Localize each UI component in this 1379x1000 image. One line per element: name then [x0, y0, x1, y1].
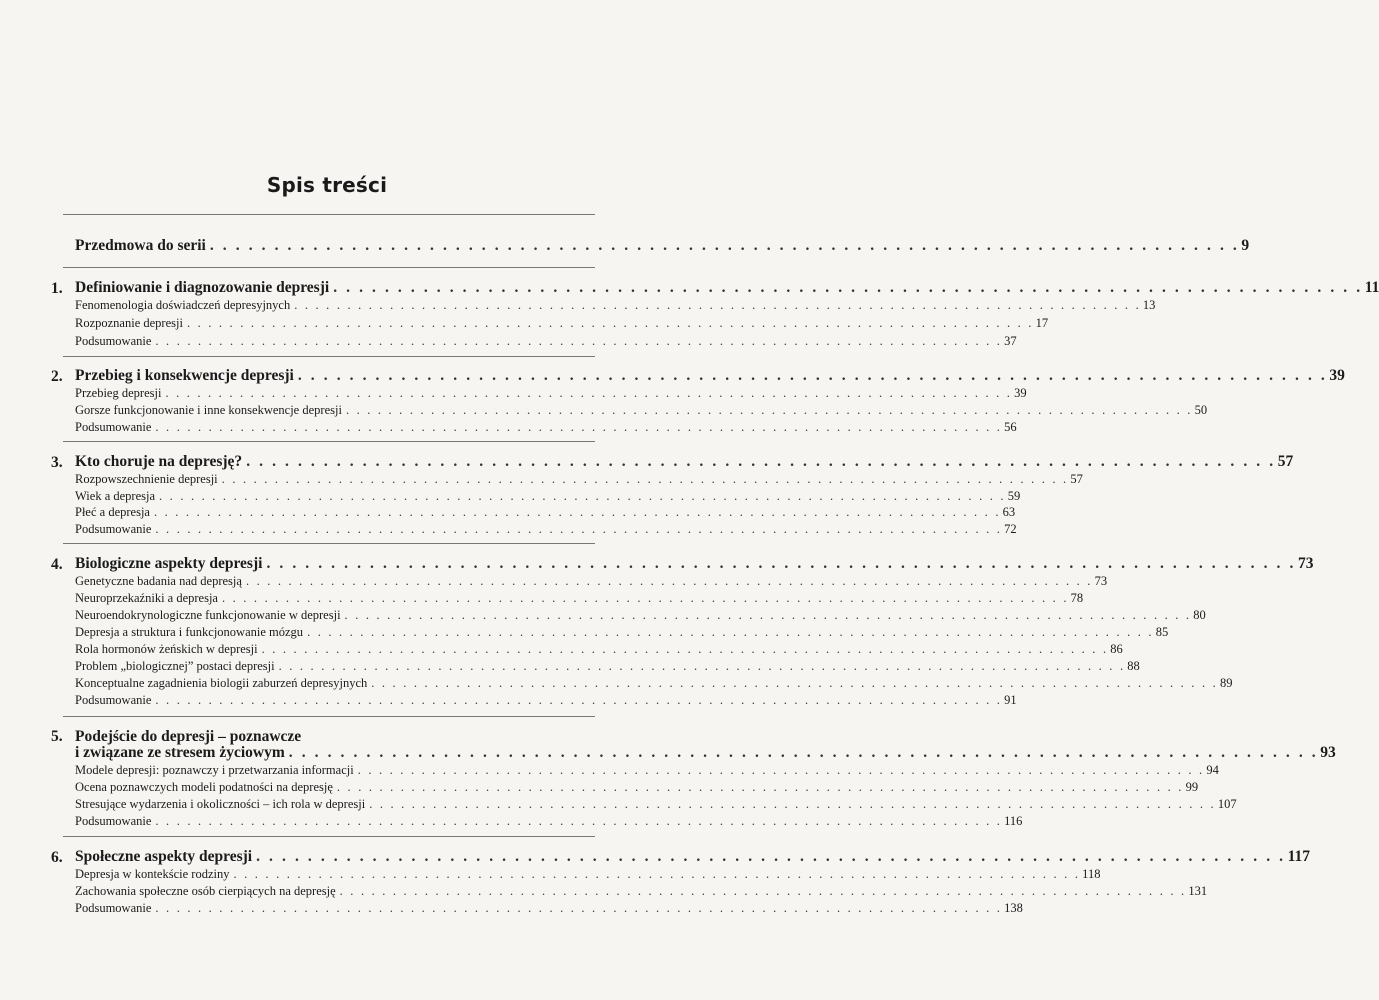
subsection-entry-page-number: 91 — [1004, 693, 1017, 707]
subsection-entry[interactable] — [75, 676, 1233, 692]
subsection-entry[interactable] — [75, 659, 1140, 675]
subsection-entry-title: Rozpowszechnienie depresji — [75, 472, 218, 486]
subsection-entry-title: Depresja a struktura i funkcjonowanie mózgu — [75, 625, 304, 639]
subsection-entry-title: Podsumowanie — [75, 901, 152, 915]
section-divider — [63, 356, 595, 357]
subsection-entry[interactable] — [75, 420, 1017, 436]
dot-leader: . . . . . . . . . . . . . . . . . . . . . . . . . . . . . . . . . . . . . . . . . . . . . . . . . . . . . . . . . . . . . . . . . . . . . . . . . . . . . . . . — [261, 642, 1109, 656]
subsection-entry-page-number: 13 — [1142, 298, 1156, 312]
subsection-entry[interactable] — [75, 867, 1101, 883]
subsection-entry-page-number: 17 — [1035, 316, 1049, 330]
subsection-entry-page-number: 85 — [1155, 625, 1169, 639]
subsection-entry-page-number: 73 — [1094, 574, 1108, 588]
subsection-entry-title: Rozpoznanie depresji — [75, 316, 183, 330]
chapter-number: 6. — [51, 849, 63, 866]
subsection-entry-title: Modele depresji: poznawczy i przetwarzania informacji — [75, 763, 354, 777]
dot-leader: . . . . . . . . . . . . . . . . . . . . . . . . . . . . . . . . . . . . . . . . . . . . . . . . . . . . . . . . . . . . . . . . . . . . . . . . . . . . . . . . — [345, 403, 1193, 417]
chapter-entry-6-title: Społeczne aspekty depresji — [75, 848, 253, 865]
dot-leader: . . . . . . . . . . . . . . . . . . . . . . . . . . . . . . . . . . . . . . . . . . . . . . . . . . . . . . . . . . . . . . . . . . . . . . . . . . . . . . . . — [155, 420, 1003, 434]
section-divider — [63, 267, 595, 268]
subsection-entry[interactable] — [75, 403, 1208, 419]
chapter-number: 1. — [51, 280, 63, 297]
subsection-entry-title: Płeć a depresja — [75, 505, 150, 519]
page-title: Spis treści — [266, 173, 388, 197]
subsection-entry-title: Neuroendokrynologiczne funkcjonowanie w depresji — [75, 608, 341, 622]
section-divider — [63, 836, 595, 837]
dot-leader: . . . . . . . . . . . . . . . . . . . . . . . . . . . . . . . . . . . . . . . . . . . . . . . . . . . . . . . . . . . . . . . . . . . . . . . . . . . . . . . . — [357, 763, 1205, 777]
subsection-entry-title: Zachowania społeczne osób cierpiących na depresję — [75, 884, 336, 898]
chapter-entry-2-page-number: 39 — [1329, 367, 1345, 384]
subsection-entry-page-number: 56 — [1004, 420, 1017, 434]
chapter-entry-5-title: i związane ze stresem życiowym — [75, 744, 285, 761]
dot-leader: . . . . . . . . . . . . . . . . . . . . . . . . . . . . . . . . . . . . . . . . . . . . . . . . . . . . . . . . . . . . . . . . . . . . . . . . . . . . . . . . — [266, 555, 1296, 572]
dot-leader: . . . . . . . . . . . . . . . . . . . . . . . . . . . . . . . . . . . . . . . . . . . . . . . . . . . . . . . . . . . . . . . . . . . . . . . . . . . . . . . . — [246, 453, 1276, 470]
subsection-entry-title: Genetyczne badania nad depresją — [75, 574, 242, 588]
subsection-entry-title: Podsumowanie — [75, 522, 152, 536]
subsection-entry-title: Ocena poznawczych modeli podatności na depresję — [75, 780, 333, 794]
dot-leader: . . . . . . . . . . . . . . . . . . . . . . . . . . . . . . . . . . . . . . . . . . . . . . . . . . . . . . . . . . . . . . . . . . . . . . . . . . . . . . . . — [155, 693, 1003, 707]
subsection-entry-page-number: 89 — [1219, 676, 1233, 690]
subsection-entry-page-number: 107 — [1217, 797, 1237, 811]
dot-leader: . . . . . . . . . . . . . . . . . . . . . . . . . . . . . . . . . . . . . . . . . . . . . . . . . . . . . . . . . . . . . . . . . . . . . . . . . . . . . . . . — [155, 814, 1003, 828]
dot-leader: . . . . . . . . . . . . . . . . . . . . . . . . . . . . . . . . . . . . . . . . . . . . . . . . . . . . . . . . . . . . . . . . . . . . . . . . . . . . . . . . — [297, 367, 1328, 384]
dot-leader: . . . . . . . . . . . . . . . . . . . . . . . . . . . . . . . . . . . . . . . . . . . . . . . . . . . . . . . . . . . . . . . . . . . . . . . . . . . . . . . . — [153, 505, 1001, 519]
subsection-entry[interactable] — [75, 386, 1027, 402]
chapter-number: 5. — [51, 728, 63, 745]
chapter-entry-3[interactable] — [75, 453, 1294, 472]
chapter-entry-1-title: Definiowanie i diagnozowanie depresji — [75, 279, 330, 296]
chapter-entry-1-page-number: 11 — [1364, 279, 1379, 296]
dot-leader: . . . . . . . . . . . . . . . . . . . . . . . . . . . . . . . . . . . . . . . . . . . . . . . . . . . . . . . . . . . . . . . . . . . . . . . . . . . . . . . . — [155, 334, 1003, 348]
dot-leader: . . . . . . . . . . . . . . . . . . . . . . . . . . . . . . . . . . . . . . . . . . . . . . . . . . . . . . . . . . . . . . . . . . . . . . . . . . . . . . . . — [155, 522, 1003, 536]
subsection-entry-page-number: 88 — [1127, 659, 1140, 673]
subsection-entry[interactable] — [75, 901, 1023, 917]
dot-leader: . . . . . . . . . . . . . . . . . . . . . . . . . . . . . . . . . . . . . . . . . . . . . . . . . . . . . . . . . . . . . . . . . . . . . . . . . . . . . . . . — [339, 884, 1187, 898]
subsection-entry-page-number: 131 — [1188, 884, 1208, 898]
chapter-entry-4[interactable] — [75, 555, 1314, 574]
dot-leader: . . . . . . . . . . . . . . . . . . . . . . . . . . . . . . . . . . . . . . . . . . . . . . . . . . . . . . . . . . . . . . . . . . . . . . . . . . . . . . . . — [233, 867, 1081, 881]
section-divider — [63, 716, 595, 717]
subsection-entry[interactable] — [75, 334, 1017, 350]
subsection-entry-title: Podsumowanie — [75, 693, 152, 707]
dot-leader: . . . . . . . . . . . . . . . . . . . . . . . . . . . . . . . . . . . . . . . . . . . . . . . . . . . . . . . . . . . . . . . . . . . . . . . . . . . . . . . . — [288, 744, 1319, 761]
chapter-entry-4-page-number: 73 — [1297, 555, 1314, 572]
subsection-entry-title: Konceptualne zagadnienia biologii zaburzeń depresyjnych — [75, 676, 368, 690]
dot-leader: . . . . . . . . . . . . . . . . . . . . . . . . . . . . . . . . . . . . . . . . . . . . . . . . . . . . . . . . . . . . . . . . . . . . . . . . . . . . . . . . — [155, 901, 1003, 915]
chapter-number: 3. — [51, 454, 63, 471]
subsection-entry-title: Wiek a depresja — [75, 489, 156, 503]
preface-entry-title: Przedmowa do serii — [75, 237, 206, 254]
preface-entry-page-number: 9 — [1241, 237, 1250, 254]
subsection-entry[interactable] — [75, 693, 1017, 709]
chapter-number: 2. — [51, 368, 63, 385]
dot-leader: . . . . . . . . . . . . . . . . . . . . . . . . . . . . . . . . . . . . . . . . . . . . . . . . . . . . . . . . . . . . . . . . . . . . . . . . . . . . . . . . — [256, 848, 1286, 865]
subsection-entry[interactable] — [75, 625, 1169, 641]
chapter-entry-5-page-number: 93 — [1320, 744, 1336, 761]
subsection-entry[interactable] — [75, 763, 1219, 779]
dot-leader: . . . . . . . . . . . . . . . . . . . . . . . . . . . . . . . . . . . . . . . . . . . . . . . . . . . . . . . . . . . . . . . . . . . . . . . . . . . . . . . . — [209, 237, 1240, 254]
subsection-entry-page-number: 116 — [1004, 814, 1023, 828]
subsection-entry[interactable] — [75, 780, 1199, 796]
subsection-entry-page-number: 86 — [1110, 642, 1123, 656]
chapter-entry-2-title: Przebieg i konsekwencje depresji — [75, 367, 294, 384]
subsection-entry[interactable] — [75, 472, 1083, 488]
subsection-entry[interactable] — [75, 574, 1108, 590]
subsection-entry[interactable] — [75, 298, 1156, 314]
subsection-entry[interactable] — [75, 489, 1021, 505]
dot-leader: . . . . . . . . . . . . . . . . . . . . . . . . . . . . . . . . . . . . . . . . . . . . . . . . . . . . . . . . . . . . . . . . . . . . . . . . . . . . . . . . — [278, 659, 1126, 673]
subsection-entry-title: Przebieg depresji — [75, 386, 162, 400]
subsection-entry-title: Neuroprzekaźniki a depresja — [75, 591, 218, 605]
dot-leader: . . . . . . . . . . . . . . . . . . . . . . . . . . . . . . . . . . . . . . . . . . . . . . . . . . . . . . . . . . . . . . . . . . . . . . . . . . . . . . . . — [186, 316, 1034, 330]
dot-leader: . . . . . . . . . . . . . . . . . . . . . . . . . . . . . . . . . . . . . . . . . . . . . . . . . . . . . . . . . . . . . . . . . . . . . . . . . . . . . . . . — [336, 780, 1184, 794]
dot-leader: . . . . . . . . . . . . . . . . . . . . . . . . . . . . . . . . . . . . . . . . . . . . . . . . . . . . . . . . . . . . . . . . . . . . . . . . . . . . . . . . — [221, 591, 1069, 605]
preface-entry[interactable] — [75, 237, 1250, 256]
subsection-entry-page-number: 57 — [1070, 472, 1083, 486]
subsection-entry-title: Depresja w kontekście rodziny — [75, 867, 230, 881]
dot-leader: . . . . . . . . . . . . . . . . . . . . . . . . . . . . . . . . . . . . . . . . . . . . . . . . . . . . . . . . . . . . . . . . . . . . . . . . . . . . . . . . — [333, 279, 1363, 296]
subsection-entry-title: Problem „biologicznej” postaci depresji — [75, 659, 275, 673]
subsection-entry[interactable] — [75, 884, 1208, 900]
subsection-entry-title: Gorsze funkcjonowanie i inne konsekwencje depresji — [75, 403, 342, 417]
section-divider — [63, 441, 595, 442]
chapter-entry-3-page-number: 57 — [1277, 453, 1294, 470]
subsection-entry-page-number: 78 — [1070, 591, 1084, 605]
subsection-entry[interactable] — [75, 316, 1049, 332]
subsection-entry[interactable] — [75, 608, 1206, 624]
subsection-entry[interactable] — [75, 797, 1237, 813]
subsection-entry-title: Rola hormonów żeńskich w depresji — [75, 642, 258, 656]
subsection-entry-page-number: 80 — [1193, 608, 1206, 622]
subsection-entry-page-number: 50 — [1194, 403, 1208, 417]
subsection-entry[interactable] — [75, 642, 1123, 658]
subsection-entry-page-number: 118 — [1082, 867, 1101, 881]
chapter-entry-5[interactable] — [75, 744, 1336, 763]
section-divider — [63, 214, 595, 215]
chapter-entry-2[interactable] — [75, 367, 1345, 386]
subsection-entry[interactable] — [75, 505, 1016, 521]
subsection-entry[interactable] — [75, 522, 1017, 538]
chapter-entry-3-title: Kto choruje na depresję? — [75, 453, 243, 470]
dot-leader: . . . . . . . . . . . . . . . . . . . . . . . . . . . . . . . . . . . . . . . . . . . . . . . . . . . . . . . . . . . . . . . . . . . . . . . . . . . . . . . . — [344, 608, 1192, 622]
chapter-entry-4-title: Biologiczne aspekty depresji — [75, 555, 263, 572]
subsection-entry-title: Podsumowanie — [75, 814, 152, 828]
dot-leader: . . . . . . . . . . . . . . . . . . . . . . . . . . . . . . . . . . . . . . . . . . . . . . . . . . . . . . . . . . . . . . . . . . . . . . . . . . . . . . . . — [369, 797, 1216, 811]
subsection-entry-page-number: 63 — [1002, 505, 1016, 519]
dot-leader: . . . . . . . . . . . . . . . . . . . . . . . . . . . . . . . . . . . . . . . . . . . . . . . . . . . . . . . . . . . . . . . . . . . . . . . . . . . . . . . . — [294, 298, 1141, 312]
subsection-entry-page-number: 99 — [1185, 780, 1199, 794]
subsection-entry-page-number: 59 — [1007, 489, 1021, 503]
subsection-entry-title: Fenomenologia doświadczeń depresyjnych — [75, 298, 291, 312]
subsection-entry-page-number: 94 — [1206, 763, 1219, 777]
dot-leader: . . . . . . . . . . . . . . . . . . . . . . . . . . . . . . . . . . . . . . . . . . . . . . . . . . . . . . . . . . . . . . . . . . . . . . . . . . . . . . . . — [165, 386, 1013, 400]
subsection-entry-title: Podsumowanie — [75, 334, 152, 348]
subsection-entry[interactable] — [75, 814, 1023, 830]
section-divider — [63, 543, 595, 544]
chapter-entry-6-page-number: 117 — [1287, 848, 1311, 865]
chapter-entry-6[interactable] — [75, 848, 1311, 867]
dot-leader: . . . . . . . . . . . . . . . . . . . . . . . . . . . . . . . . . . . . . . . . . . . . . . . . . . . . . . . . . . . . . . . . . . . . . . . . . . . . . . . . — [245, 574, 1093, 588]
chapter-title-line1[interactable]: Podejście do depresji – poznawcze — [75, 728, 302, 745]
dot-leader: . . . . . . . . . . . . . . . . . . . . . . . . . . . . . . . . . . . . . . . . . . . . . . . . . . . . . . . . . . . . . . . . . . . . . . . . . . . . . . . . — [221, 472, 1069, 486]
subsection-entry-title: Stresujące wydarzenia i okoliczności – ich rola w depresji — [75, 797, 366, 811]
dot-leader: . . . . . . . . . . . . . . . . . . . . . . . . . . . . . . . . . . . . . . . . . . . . . . . . . . . . . . . . . . . . . . . . . . . . . . . . . . . . . . . . — [159, 489, 1006, 503]
chapter-entry-1[interactable] — [75, 279, 1379, 298]
subsection-entry-page-number: 72 — [1004, 522, 1017, 536]
dot-leader: . . . . . . . . . . . . . . . . . . . . . . . . . . . . . . . . . . . . . . . . . . . . . . . . . . . . . . . . . . . . . . . . . . . . . . . . . . . . . . . . — [307, 625, 1154, 639]
subsection-entry-page-number: 37 — [1004, 334, 1017, 348]
dot-leader: . . . . . . . . . . . . . . . . . . . . . . . . . . . . . . . . . . . . . . . . . . . . . . . . . . . . . . . . . . . . . . . . . . . . . . . . . . . . . . . . — [371, 676, 1218, 690]
subsection-entry-page-number: 138 — [1004, 901, 1023, 915]
subsection-entry-title: Podsumowanie — [75, 420, 152, 434]
chapter-number: 4. — [51, 556, 63, 573]
subsection-entry[interactable] — [75, 591, 1084, 607]
subsection-entry-page-number: 39 — [1014, 386, 1027, 400]
